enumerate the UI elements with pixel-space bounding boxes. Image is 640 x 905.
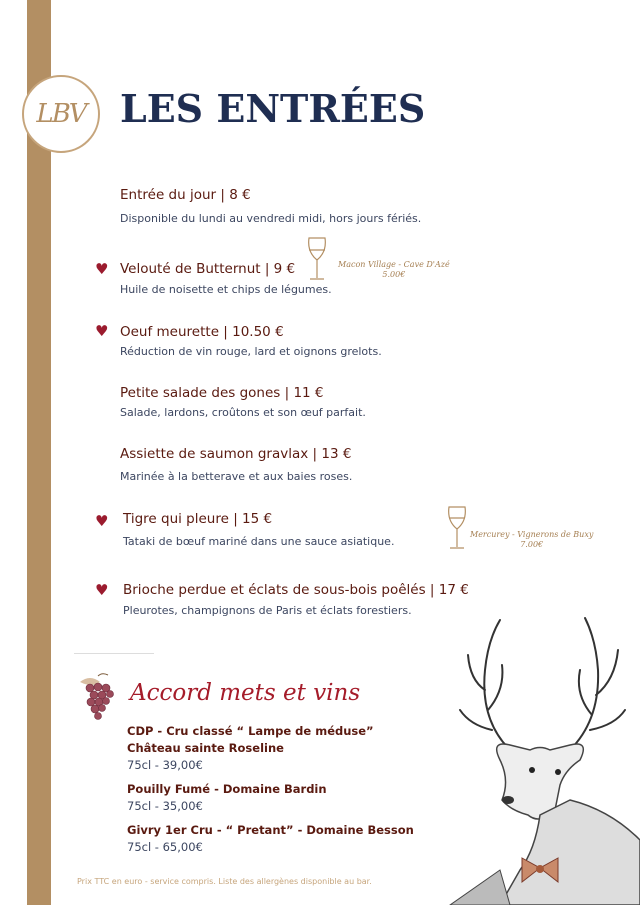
dish-item — [120, 324, 382, 358]
dish-item — [120, 446, 352, 483]
heart-icon: ♥ — [95, 260, 109, 278]
footer-note: Prix TTC en euro - service compris. Liste des allergènes disponible au bar. — [77, 877, 372, 886]
dish-item — [120, 385, 366, 419]
page-title: LES ENTRÉES — [120, 86, 426, 131]
wine-name: Givry 1er Cru - “ Pretant” - Domaine Besson — [127, 823, 414, 837]
wine-name-line2: Château sainte Roseline — [127, 741, 284, 755]
dish-name: Assiette de saumon gravlax | 13 € — [120, 446, 352, 462]
heart-icon: ♥ — [95, 512, 109, 530]
logo: LBV — [22, 75, 100, 153]
dish-desc: Huile de noisette et chips de légumes. — [120, 283, 332, 296]
wine-list — [127, 723, 414, 863]
wine-price: 75cl - 39,00€ — [127, 758, 203, 772]
wine-price: 75cl - 35,00€ — [127, 799, 203, 813]
wine-glass-icon — [305, 236, 329, 282]
grapes-icon — [76, 672, 120, 724]
dish-desc: Disponible du lundi au vendredi midi, hors jours fériés. — [120, 212, 422, 225]
pairing-wine: Mercurey - Vignerons de Buxy — [470, 530, 594, 539]
pairing-price: 7.00€ — [520, 539, 544, 549]
dish-desc: Salade, lardons, croûtons et son œuf parfait. — [120, 406, 366, 419]
dish-name: Velouté de Butternut | 9 € — [120, 261, 296, 277]
wine-item — [127, 723, 414, 773]
dish-name: Brioche perdue et éclats de sous-bois poêlés | 17 € — [123, 582, 469, 598]
pairing-wine: Macon Village - Cave D'Azé — [338, 260, 450, 269]
wine-name: CDP - Cru classé “ Lampe de méduse” — [127, 724, 374, 738]
wine-item — [127, 822, 414, 855]
dish-desc: Pleurotes, champignons de Paris et éclats forestiers. — [123, 604, 412, 617]
dish-item — [123, 582, 469, 617]
wine-pairing — [338, 260, 450, 279]
dish-name: Tigre qui pleure | 15 € — [123, 511, 273, 527]
heart-icon: ♥ — [95, 581, 109, 599]
dish-item — [120, 187, 421, 225]
wine-pairing — [470, 530, 593, 549]
heart-icon: ♥ — [95, 322, 109, 340]
wine-name: Pouilly Fumé - Domaine Bardin — [127, 782, 327, 796]
dish-item — [120, 261, 332, 296]
dish-desc: Tataki de bœuf mariné dans une sauce asiatique. — [123, 535, 395, 548]
dish-item — [123, 511, 394, 548]
pairing-price: 5.00€ — [382, 269, 406, 279]
dish-desc: Réduction de vin rouge, lard et oignons grelots. — [120, 345, 382, 358]
deer-illustration — [440, 610, 640, 905]
dish-name: Petite salade des gones | 11 € — [120, 385, 324, 401]
dish-name: Oeuf meurette | 10.50 € — [120, 324, 284, 340]
wine-glass-icon — [446, 505, 468, 551]
wine-price: 75cl - 65,00€ — [127, 840, 203, 854]
accord-title: Accord mets et vins — [130, 680, 361, 706]
dish-desc: Marinée à la betterave et aux baies roses. — [120, 470, 353, 483]
dish-name: Entrée du jour | 8 € — [120, 187, 251, 203]
wine-item — [127, 781, 414, 814]
divider — [74, 653, 154, 654]
